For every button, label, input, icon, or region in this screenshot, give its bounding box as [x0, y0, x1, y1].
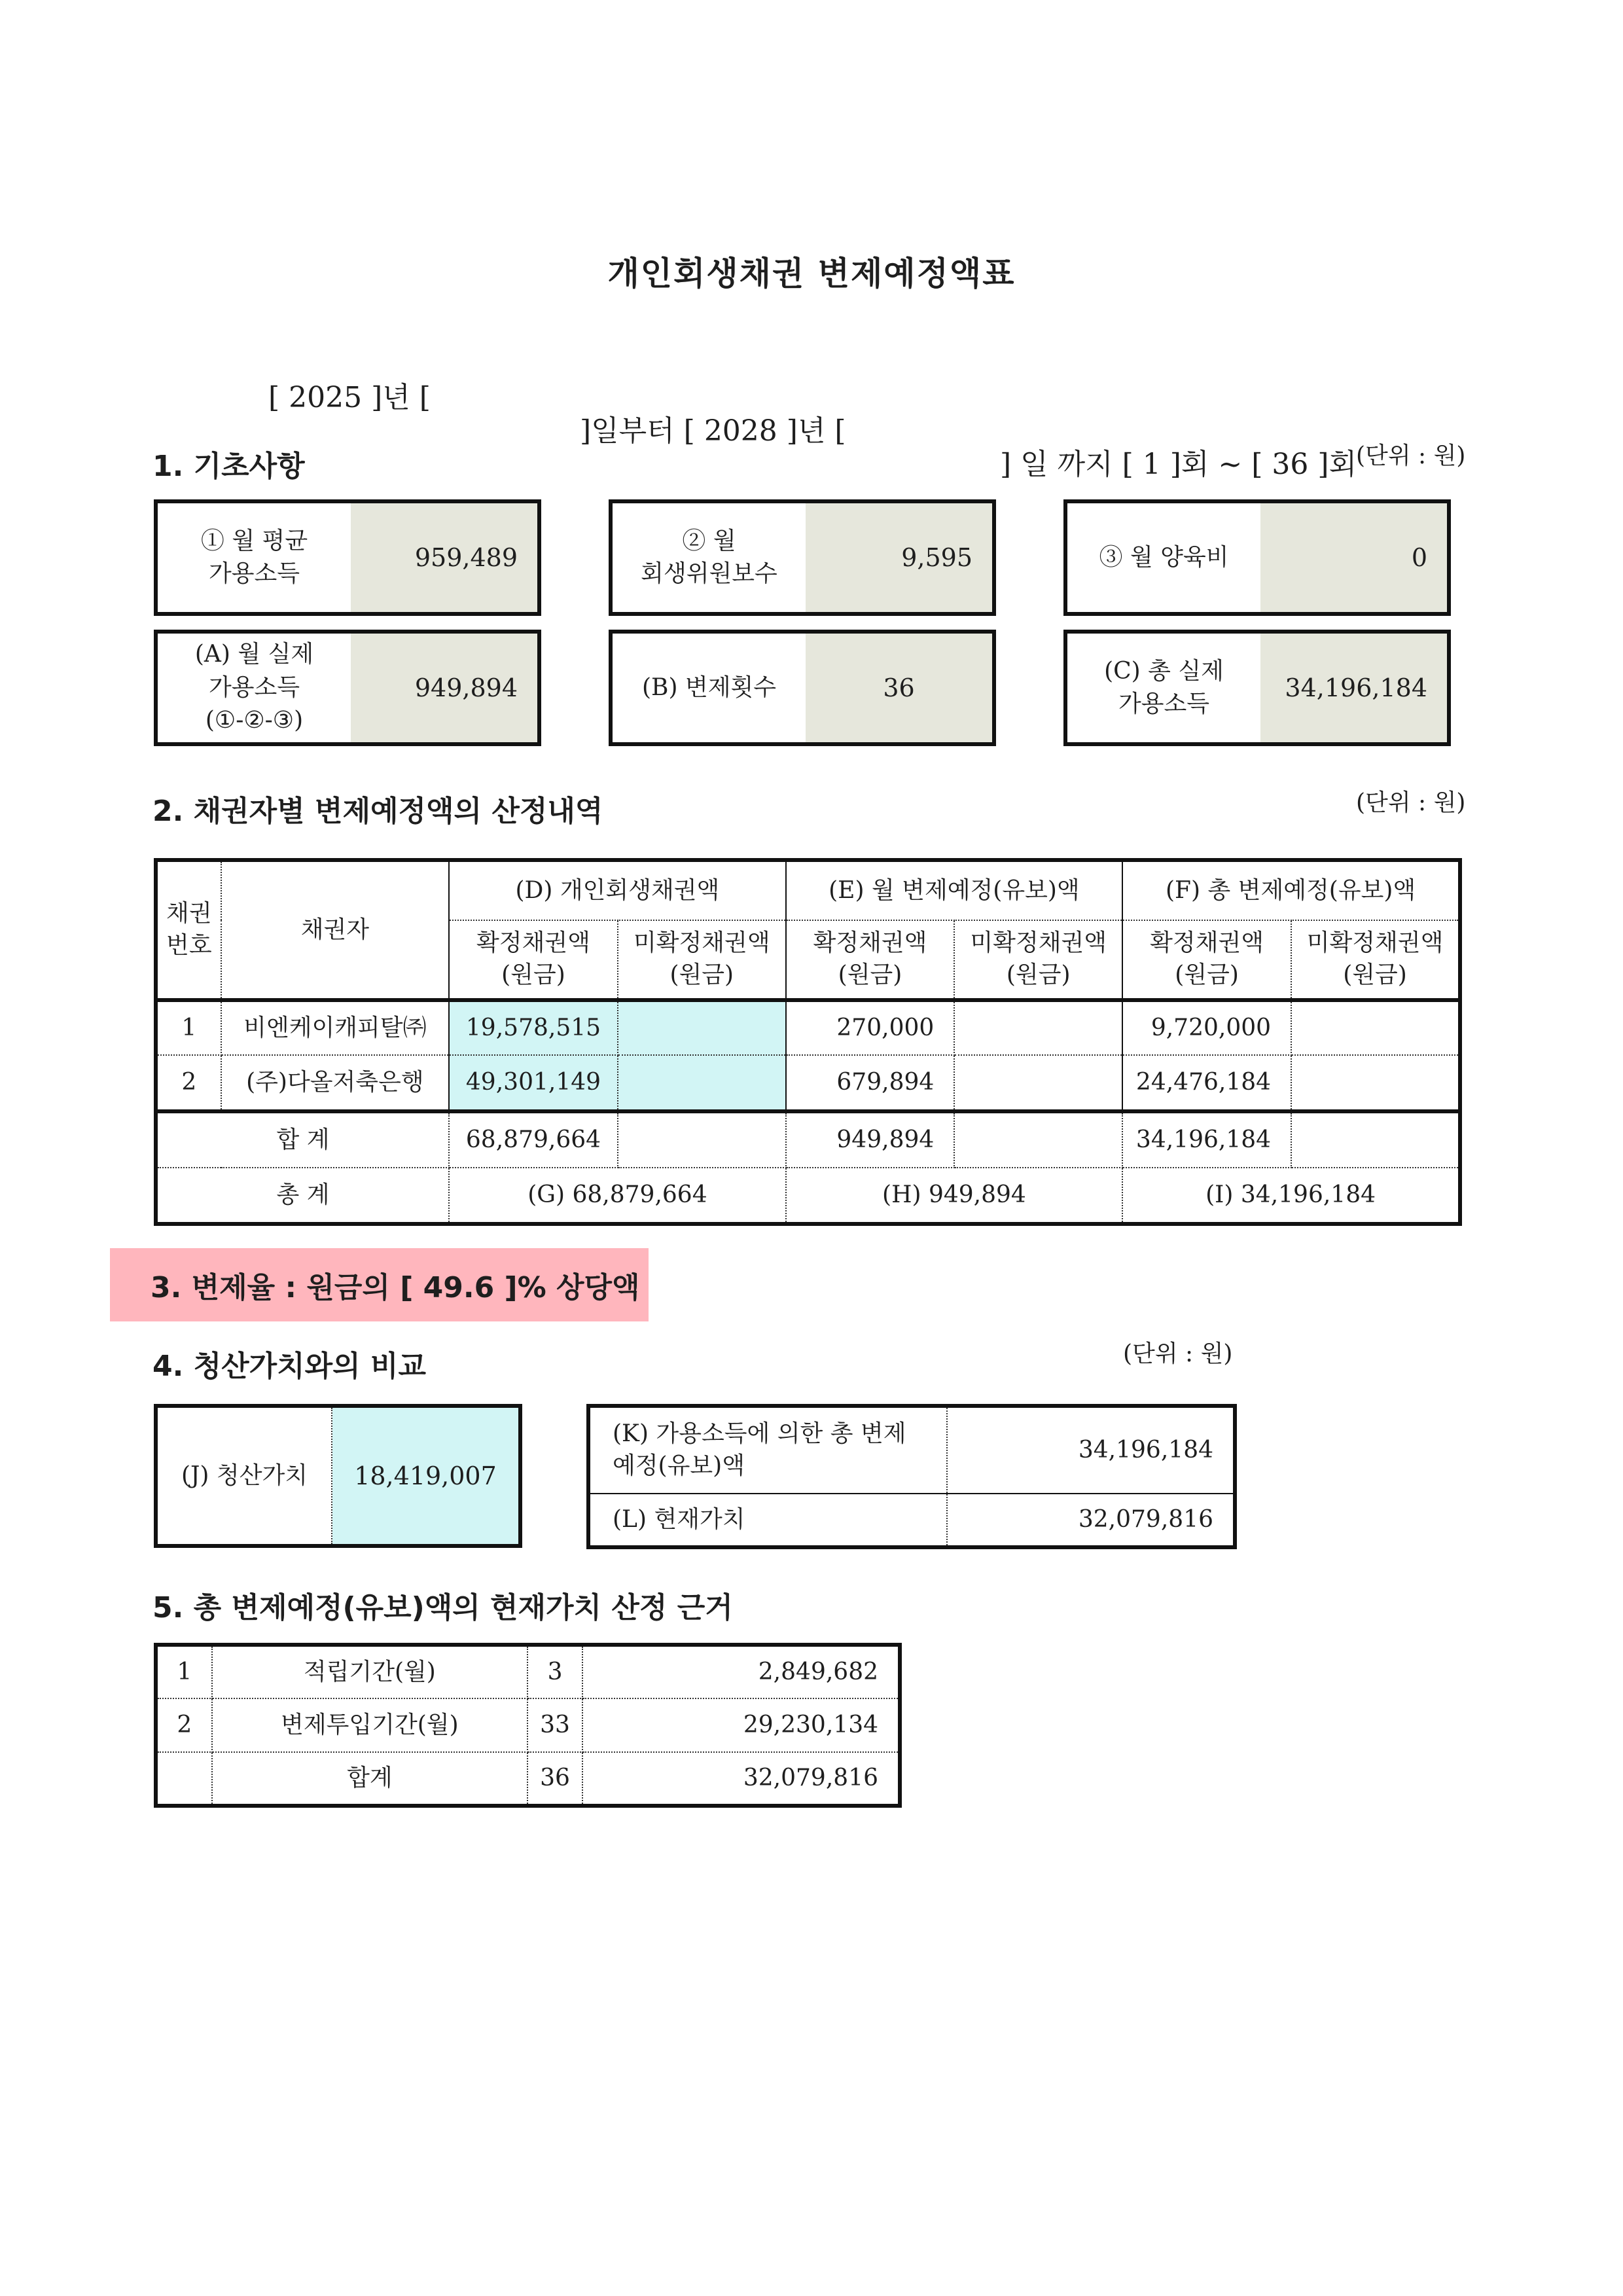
row-e-fixed: 679,894 [786, 1055, 955, 1111]
row-f-fixed: 9,720,000 [1122, 1000, 1291, 1055]
section2-unit: (단위 : 원) [1356, 789, 1466, 816]
pv-amount: 2,849,682 [582, 1645, 900, 1698]
header-creditor-no: 채권 번호 [156, 860, 221, 1000]
basic-label: (C) 총 실제 가용소득 [1104, 657, 1224, 717]
row-f-fixed: 24,476,184 [1122, 1055, 1291, 1111]
period-middle: ]일부터 [ 2028 ]년 [ [580, 414, 846, 448]
section1-heading: 1. 기초사항 [152, 450, 305, 483]
row-no: 1 [156, 1000, 221, 1055]
row-f-unfixed [1291, 1055, 1460, 1111]
row-d-fixed: 19,578,515 [449, 1000, 618, 1055]
basic-value: 0 [1260, 503, 1447, 612]
k-label: (K) 가용소득에 의한 총 변제 예정(유보)액 [588, 1406, 947, 1494]
liquidation-label: (J) 청산가치 [158, 1408, 332, 1544]
table-row [156, 1752, 900, 1806]
pv-months: 36 [527, 1752, 582, 1806]
header-d-unfixed: 미확정채권액 (원금) [618, 920, 786, 1000]
pv-no: 2 [156, 1698, 212, 1752]
header-group-f: (F) 총 변제예정(유보)액 [1122, 860, 1460, 920]
row-d-fixed: 49,301,149 [449, 1055, 618, 1111]
header-f-fixed: 확정채권액 (원금) [1122, 920, 1291, 1000]
section4-heading: 4. 청산가치와의 비교 [152, 1350, 426, 1383]
header-creditor-name: 채권자 [221, 860, 449, 1000]
total-h: (H) 949,894 [786, 1168, 1122, 1224]
subtotal-label: 합 계 [156, 1111, 449, 1168]
basic-box-monthly-income [154, 499, 541, 616]
basic-value: 34,196,184 [1260, 634, 1447, 742]
row-e-fixed: 270,000 [786, 1000, 955, 1055]
basic-label: ② 월 회생위원보수 [641, 527, 777, 587]
pv-months: 3 [527, 1645, 582, 1698]
total-g: (G) 68,879,664 [449, 1168, 786, 1224]
pv-no [156, 1752, 212, 1806]
repayment-rate-banner: 3. 변제율 : 원금의 [ 49.6 ]% 상당액 [110, 1248, 649, 1321]
basic-label: (A) 월 실제 가용소득 (①-②-③) [194, 641, 314, 734]
subtotal-e-fixed: 949,894 [786, 1111, 955, 1168]
basic-value: 9,595 [806, 503, 992, 612]
table-row [156, 1055, 1460, 1111]
subtotal-f-unfixed [1291, 1111, 1460, 1168]
section5-heading: 5. 총 변제예정(유보)액의 현재가치 산정 근거 [152, 1591, 733, 1624]
liquidation-value: 18,419,007 [332, 1408, 518, 1544]
basic-box-total-income [1063, 630, 1451, 746]
basic-box-child-support [1063, 499, 1451, 616]
period-start: [ 2025 ]년 [ [268, 381, 431, 414]
pv-no: 1 [156, 1645, 212, 1698]
row-creditor: (주)다올저축은행 [221, 1055, 449, 1111]
comparison-table [586, 1404, 1237, 1549]
pv-label: 합계 [212, 1752, 528, 1806]
table-row [156, 1000, 1460, 1055]
row-creditor: 비엔케이캐피탈㈜ [221, 1000, 449, 1055]
subtotal-f-fixed: 34,196,184 [1122, 1111, 1291, 1168]
basic-label: ③ 월 양육비 [1099, 543, 1229, 571]
basic-box-actual-income [154, 630, 541, 746]
header-e-fixed: 확정채권액 (원금) [786, 920, 955, 1000]
row-e-unfixed [954, 1055, 1122, 1111]
row-f-unfixed [1291, 1000, 1460, 1055]
row-d-unfixed [618, 1000, 786, 1055]
pv-amount: 29,230,134 [582, 1698, 900, 1752]
total-row [156, 1168, 1460, 1224]
subtotal-row [156, 1111, 1460, 1168]
basic-box-trustee-fee [609, 499, 996, 616]
pv-label: 변제투입기간(월) [212, 1698, 528, 1752]
table-row [156, 1645, 900, 1698]
pv-amount: 32,079,816 [743, 1764, 878, 1791]
k-value: 34,196,184 [947, 1406, 1235, 1494]
header-f-unfixed: 미확정채권액 (원금) [1291, 920, 1460, 1000]
period-end: ] 일 까지 [ 1 ]회 ~ [ 36 ]회 [1000, 448, 1357, 481]
header-e-unfixed: 미확정채권액 (원금) [954, 920, 1122, 1000]
row-no: 2 [156, 1055, 221, 1111]
header-d-fixed: 확정채권액 (원금) [449, 920, 618, 1000]
row-d-unfixed [618, 1055, 786, 1111]
subtotal-e-unfixed [954, 1111, 1122, 1168]
table-row [156, 1698, 900, 1752]
basic-label: (B) 변제횟수 [641, 673, 777, 701]
total-i: (I) 34,196,184 [1205, 1181, 1376, 1208]
page-title: 개인회생채권 변제예정액표 [607, 255, 1016, 293]
section2-heading: 2. 채권자별 변제예정액의 산정내역 [152, 795, 603, 828]
section4-unit: (단위 : 원) [1123, 1340, 1233, 1367]
liquidation-value-box [154, 1404, 522, 1548]
basic-value: 36 [806, 634, 992, 742]
pv-label: 적립기간(월) [212, 1645, 528, 1698]
basic-value: 959,489 [351, 503, 537, 612]
subtotal-d-unfixed [618, 1111, 786, 1168]
l-value: 32,079,816 [1078, 1505, 1213, 1533]
subtotal-d-fixed: 68,879,664 [449, 1111, 618, 1168]
row-e-unfixed [954, 1000, 1122, 1055]
basic-box-repay-count [609, 630, 996, 746]
basic-label: ① 월 평균 가용소득 [200, 527, 308, 587]
present-value-table [154, 1643, 902, 1808]
header-group-e: (E) 월 변제예정(유보)액 [786, 860, 1122, 920]
basic-value: 949,894 [351, 634, 537, 742]
creditor-table [154, 858, 1462, 1226]
l-label: (L) 현재가치 [588, 1494, 947, 1547]
total-label: 총 계 [156, 1168, 449, 1224]
header-group-d: (D) 개인회생채권액 [449, 860, 786, 920]
section1-unit: (단위 : 원) [1356, 442, 1466, 469]
pv-months: 33 [527, 1698, 582, 1752]
period-line [268, 340, 1381, 481]
